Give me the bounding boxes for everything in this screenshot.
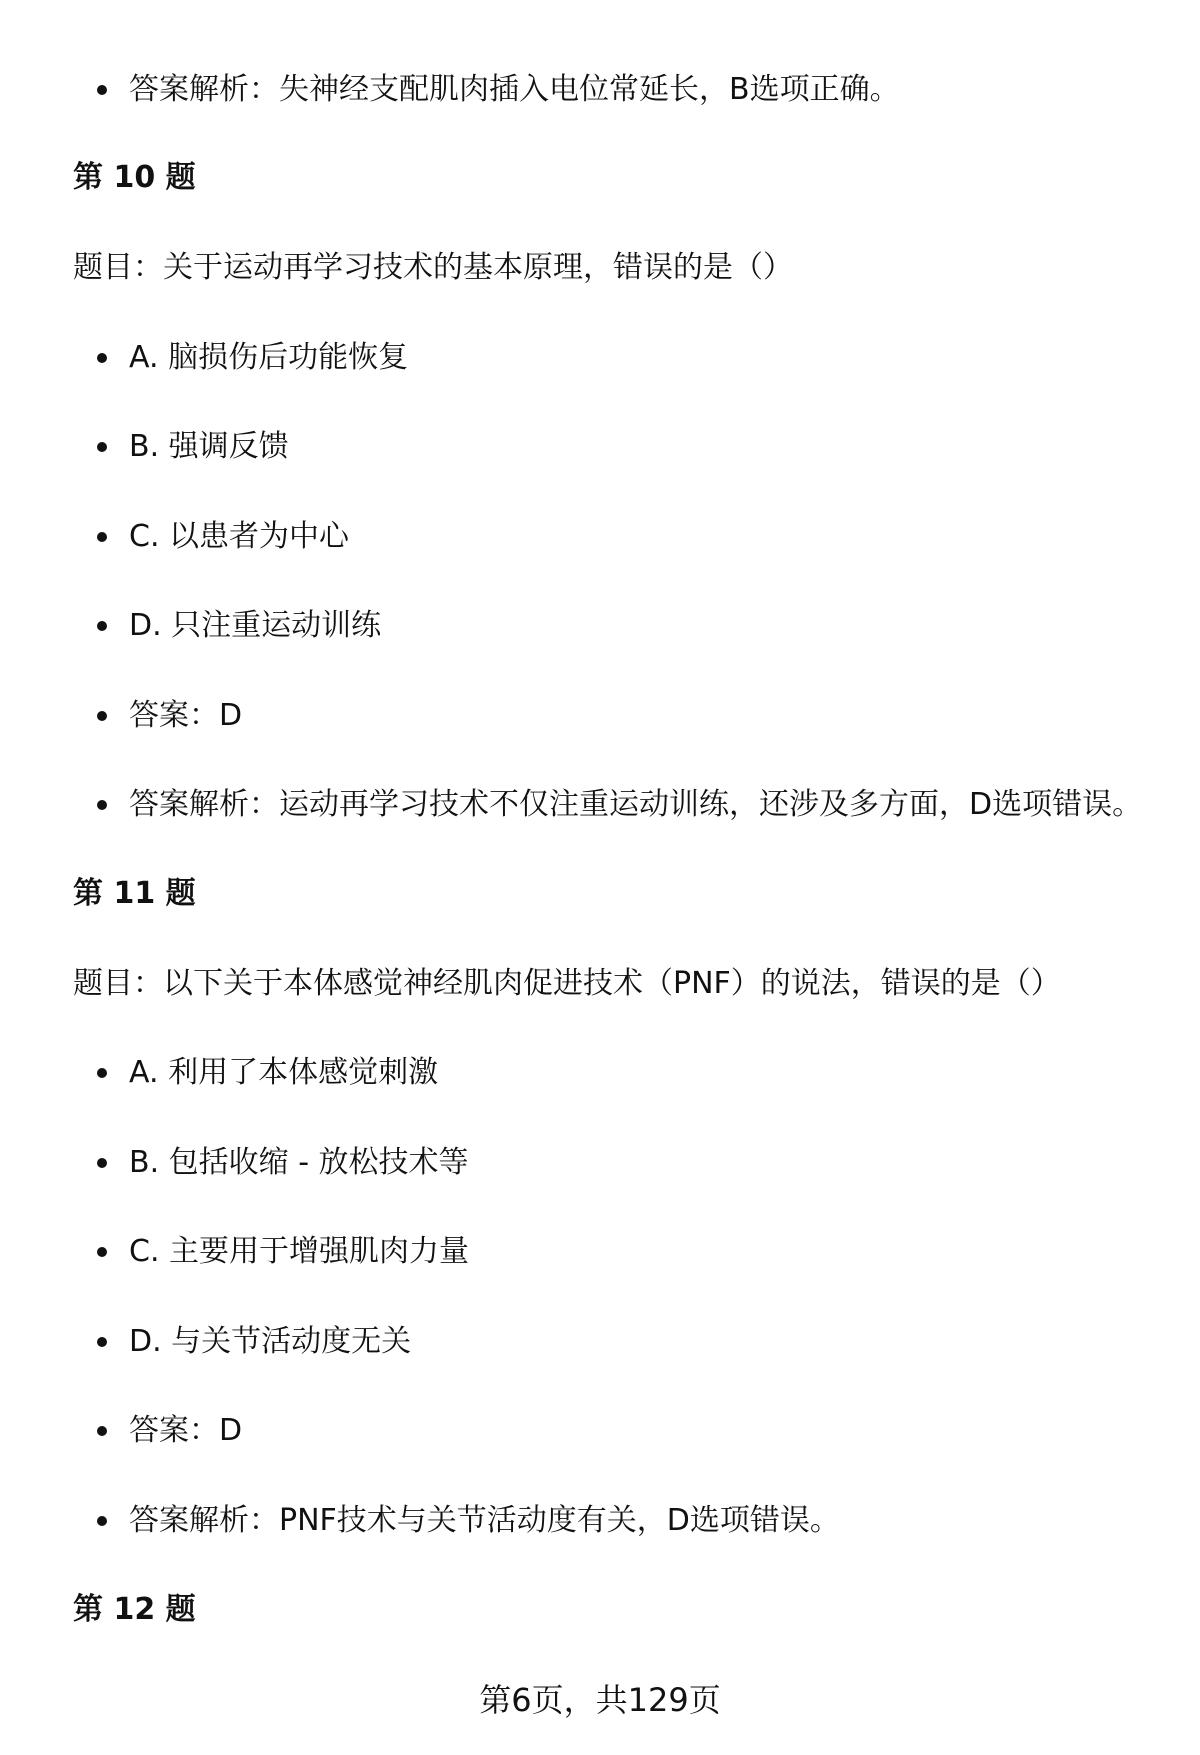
option-item: [97, 606, 381, 646]
answer-item: [97, 1411, 242, 1451]
question-text: 题目：以下关于本体感觉神经肌肉促进技术（PNF）的说法，错误的是（）: [73, 966, 1061, 1001]
question-heading: 第 10 题: [73, 160, 196, 195]
bullet-icon: [97, 621, 107, 631]
bullet-icon: [97, 711, 107, 721]
bullet-icon: [97, 1516, 107, 1526]
explanation-text: 答案解析：运动再学习技术不仅注重运动训练，还涉及多方面，D选项错误。: [129, 787, 1143, 822]
bullet-icon: [97, 800, 107, 810]
explanation-text: 答案解析：失神经支配肌肉插入电位常延长，B选项正确。: [129, 72, 900, 107]
explanation-item: [97, 785, 1142, 825]
option-text: D. 与关节活动度无关: [129, 1324, 412, 1359]
option-text: C. 主要用于增强肌肉力量: [129, 1234, 470, 1269]
bullet-icon: [97, 1068, 107, 1078]
option-item: [97, 1053, 438, 1093]
bullet-icon: [97, 1247, 107, 1257]
answer-text: 答案：D: [129, 1413, 243, 1448]
answer-text: 答案：D: [129, 698, 243, 733]
explanation-text: 答案解析：PNF技术与关节活动度有关，D选项错误。: [129, 1503, 840, 1538]
question-heading: 第 12 题: [73, 1592, 196, 1627]
option-text: A. 利用了本体感觉刺激: [129, 1055, 439, 1090]
list-item: [97, 70, 900, 110]
bullet-icon: [97, 442, 107, 452]
bullet-icon: [97, 1158, 107, 1168]
bullet-icon: [97, 1337, 107, 1347]
bullet-icon: [97, 1426, 107, 1436]
option-item: [97, 1322, 411, 1362]
explanation-item: [97, 1501, 840, 1541]
page-indicator: 第6页，共129页: [479, 1681, 721, 1719]
option-text: B. 强调反馈: [129, 429, 289, 464]
option-text: A. 脑损伤后功能恢复: [129, 340, 409, 375]
option-item: [97, 1143, 469, 1183]
option-text: B. 包括收缩 - 放松技术等: [129, 1145, 469, 1180]
option-text: C. 以患者为中心: [129, 519, 350, 554]
answer-item: [97, 696, 242, 736]
bullet-icon: [97, 532, 107, 542]
option-item: [97, 1232, 469, 1272]
option-text: D. 只注重运动训练: [129, 608, 382, 643]
option-item: [97, 517, 349, 557]
question-heading: 第 11 题: [73, 876, 196, 911]
option-item: [97, 338, 408, 378]
bullet-icon: [97, 353, 107, 363]
bullet-icon: [97, 85, 107, 95]
question-text: 题目：关于运动再学习技术的基本原理，错误的是（）: [73, 250, 793, 285]
option-item: [97, 427, 289, 467]
